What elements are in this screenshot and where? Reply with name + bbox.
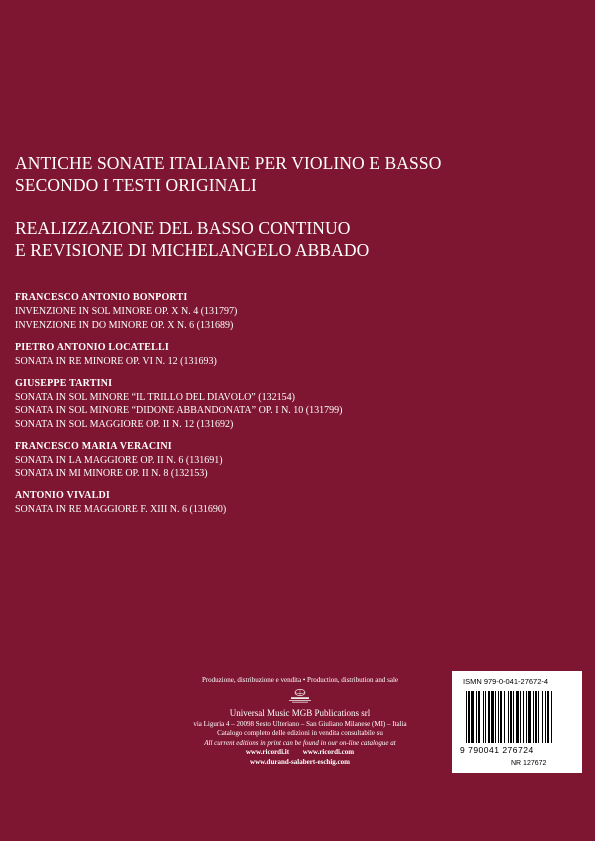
work-item: SONATA IN LA MAGGIORE OP. II N. 6 (131691) bbox=[15, 454, 223, 466]
barcode-bar bbox=[485, 691, 486, 743]
composer-name: FRANCESCO ANTONIO BONPORTI bbox=[15, 292, 188, 303]
work-item: INVENZIONE IN DO MINORE OP. X N. 6 (131689) bbox=[15, 319, 234, 331]
web-links bbox=[160, 748, 440, 758]
link-durand[interactable]: www.durand-salabert-eschig.com bbox=[250, 757, 350, 766]
barcode-bar bbox=[513, 691, 514, 743]
barcode-bar bbox=[491, 691, 494, 743]
distribution-text: Produzione, distribuzione e vendita • Production, distribution and sale bbox=[201, 676, 399, 684]
barcode-bar bbox=[526, 691, 527, 743]
barcode-bar bbox=[478, 691, 480, 743]
barcode-bar bbox=[504, 691, 505, 743]
work-item: SONATA IN SOL MINORE “DIDONE ABBANDONATA” OP. I N. 10 (131799) bbox=[15, 405, 343, 416]
publisher-info bbox=[160, 676, 440, 768]
link-ricordi-it[interactable]: www.ricordi.it bbox=[245, 748, 290, 757]
work-item: INVENZIONE IN SOL MINORE OP. X N. 4 (131797) bbox=[15, 306, 238, 317]
barcode-bar bbox=[476, 691, 477, 743]
work-item: SONATA IN RE MINORE OP. VI N. 12 (131693) bbox=[15, 355, 217, 367]
catalogue-number: NR 127672 bbox=[511, 760, 547, 767]
barcode-bar bbox=[538, 691, 539, 743]
works-list bbox=[15, 291, 575, 525]
composer-block-vivaldi bbox=[15, 489, 575, 517]
composer-name: GIUSEPPE TARTINI bbox=[15, 377, 113, 389]
barcode-bar bbox=[551, 691, 552, 743]
catalogue-note-en: All current editions in print can be found in our on-line catalogue at bbox=[204, 738, 396, 747]
universal-logo-icon bbox=[280, 688, 320, 705]
barcode-icon bbox=[466, 691, 574, 743]
barcode-bar bbox=[523, 691, 524, 743]
barcode-bar bbox=[542, 691, 543, 743]
barcode-bar bbox=[498, 691, 499, 743]
barcode-bar bbox=[488, 691, 490, 743]
composer-name: ANTONIO VIVALDI bbox=[15, 490, 110, 501]
work-item: SONATA IN MI MINORE OP. II N. 8 (132153) bbox=[15, 468, 208, 479]
barcode-bar bbox=[533, 691, 534, 743]
barcode-bar bbox=[516, 691, 519, 743]
series-title-line-2: SECONDO I TESTI ORIGINALI bbox=[15, 175, 257, 195]
work-item: SONATA IN SOL MAGGIORE OP. II N. 12 (131692) bbox=[15, 418, 234, 430]
work-item: SONATA IN SOL MINORE “IL TRILLO DEL DIAVOLO” (132154) bbox=[15, 391, 295, 403]
editor-credit-line-1: REALIZZAZIONE DEL BASSO CONTINUO bbox=[15, 218, 351, 238]
barcode-bar bbox=[535, 691, 537, 743]
series-title bbox=[15, 152, 441, 196]
barcode-bar bbox=[483, 691, 484, 743]
series-title-line-1: ANTICHE SONATE ITALIANE PER VIOLINO E BASSO bbox=[15, 153, 442, 173]
barcode-bar bbox=[528, 691, 531, 743]
barcode-bar bbox=[547, 691, 549, 743]
company-address: via Liguria 4 – 20098 Sesto Ulteriano – San Giuliano Milanese (MI) – Italia bbox=[193, 719, 407, 728]
barcode-bar bbox=[520, 691, 521, 743]
editor-credit-line-2: E REVISIONE DI MICHELANGELO ABBADO bbox=[15, 240, 370, 260]
composer-block-veracini bbox=[15, 440, 575, 481]
barcode-bar bbox=[510, 691, 512, 743]
composer-block-tartini bbox=[15, 377, 575, 432]
link-ricordi-com[interactable]: www.ricordi.com bbox=[302, 748, 355, 757]
composer-name: PIETRO ANTONIO LOCATELLI bbox=[15, 341, 169, 353]
barcode-bar bbox=[545, 691, 546, 743]
barcode-label bbox=[452, 671, 582, 773]
composer-block-locatelli bbox=[15, 341, 575, 369]
barcode-bar bbox=[495, 691, 496, 743]
editor-credit bbox=[15, 217, 369, 261]
barcode-bar bbox=[500, 691, 502, 743]
ismn-text: ISMN 979-0-041-27672-4 bbox=[463, 677, 549, 686]
composer-name: FRANCESCO MARIA VERACINI bbox=[15, 440, 172, 452]
barcode-bar bbox=[468, 691, 470, 743]
barcode-digits: 9 790041 276724 bbox=[460, 745, 534, 755]
barcode-bar bbox=[466, 691, 467, 743]
company-name: Universal Music MGB Publications srl bbox=[229, 707, 371, 718]
catalogue-note-it: Catalogo completo delle edizioni in vendita consultabile su bbox=[217, 729, 383, 738]
composer-block-bonporti bbox=[15, 291, 575, 332]
barcode-bar bbox=[471, 691, 474, 743]
barcode-bar bbox=[508, 691, 509, 743]
work-item: SONATA IN RE MAGGIORE F. XIII N. 6 (131690) bbox=[15, 504, 227, 515]
